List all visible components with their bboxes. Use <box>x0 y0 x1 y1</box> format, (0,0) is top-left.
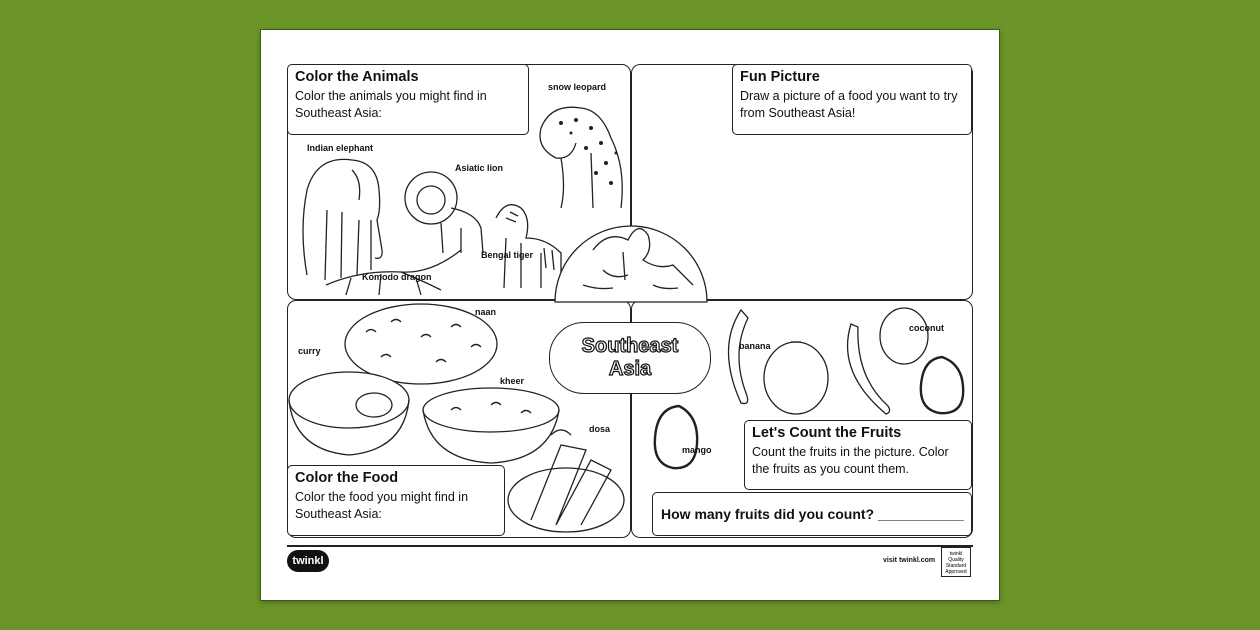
animals-title: Color the Animals <box>295 69 419 85</box>
coconut-label: coconut <box>909 323 944 333</box>
fruit-count-question-text: How many fruits did you count? ___________ <box>661 506 964 522</box>
globe-map <box>553 190 709 310</box>
fun-picture-text-box <box>732 64 972 135</box>
coconut-drawing-1 <box>761 338 831 416</box>
tiger-label: Bengal tiger <box>481 250 534 260</box>
fruit-count-question[interactable] <box>652 492 972 536</box>
dosa-drawing <box>501 425 626 535</box>
dosa-label: dosa <box>589 424 611 434</box>
mango-drawing-1 <box>917 355 967 417</box>
elephant-label: Indian elephant <box>307 143 374 153</box>
southeast-asia-title-text: Southeast Asia <box>581 335 679 380</box>
naan-label: naan <box>475 307 497 317</box>
lion-label: Asiatic lion <box>455 163 504 173</box>
animals-text-box <box>287 64 529 135</box>
kheer-label: kheer <box>500 376 525 386</box>
fruits-title: Let's Count the Fruits <box>752 425 902 441</box>
banana-drawing-1 <box>716 308 766 408</box>
komodo-dragon-label: Komodo dragon <box>362 272 432 282</box>
twinkl-logo: twinkl <box>287 550 329 572</box>
banana-label: banana <box>739 341 771 351</box>
curry-drawing <box>289 355 419 465</box>
mango-drawing-2 <box>651 404 701 472</box>
footer-divider <box>287 545 973 547</box>
animals-instruction: Color the animals you might find in Southeast Asia: <box>295 89 487 120</box>
worksheet-page <box>261 30 999 600</box>
food-text-box <box>287 465 505 536</box>
fun-picture-title: Fun Picture <box>740 69 820 85</box>
snow-leopard-label: snow leopard <box>548 82 607 92</box>
fruits-instruction: Count the fruits in the picture. Color the fruits as you count them. <box>752 445 949 476</box>
food-instruction: Color the food you might find in Southeast Asia: <box>295 490 469 521</box>
curry-label: curry <box>298 346 321 356</box>
fun-picture-instruction: Draw a picture of a food you want to try from Southeast Asia! <box>740 89 958 120</box>
food-title: Color the Food <box>295 470 399 486</box>
quality-badge: twinkl Quality Standard Approved <box>941 547 971 577</box>
komodo-dragon-drawing <box>321 230 471 300</box>
mango-label: mango <box>682 445 712 455</box>
southeast-asia-title <box>549 322 711 394</box>
visit-link[interactable]: visit twinkl.com <box>883 557 936 564</box>
fruits-text-box <box>744 420 972 490</box>
